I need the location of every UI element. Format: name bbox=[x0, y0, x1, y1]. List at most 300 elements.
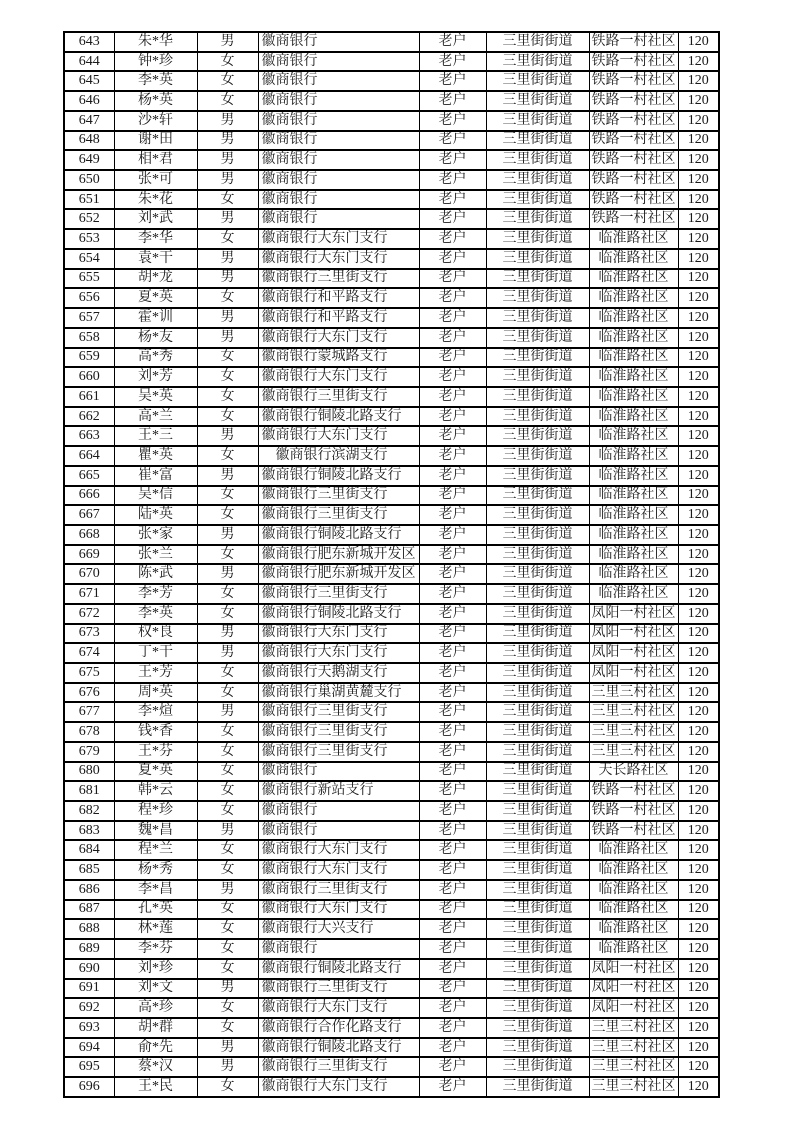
cell-amount: 120 bbox=[678, 683, 719, 703]
cell-serial-number: 674 bbox=[64, 643, 114, 663]
cell-community: 三里三村社区 bbox=[589, 1077, 678, 1097]
cell-amount: 120 bbox=[678, 131, 719, 151]
cell-gender: 女 bbox=[197, 840, 258, 860]
table-row bbox=[64, 781, 719, 801]
cell-street: 三里街街道 bbox=[486, 111, 589, 131]
table-row bbox=[64, 32, 719, 52]
cell-bank: 徽商银行三里街支行 bbox=[258, 387, 419, 407]
cell-amount: 120 bbox=[678, 505, 719, 525]
table-row bbox=[64, 170, 719, 190]
cell-bank: 徽商银行 bbox=[258, 111, 419, 131]
cell-gender: 男 bbox=[197, 131, 258, 151]
cell-household-type: 老户 bbox=[419, 269, 486, 289]
beneficiary-table bbox=[63, 31, 720, 1098]
cell-name: 周*英 bbox=[114, 683, 197, 703]
cell-serial-number: 682 bbox=[64, 801, 114, 821]
cell-street: 三里街街道 bbox=[486, 801, 589, 821]
cell-street: 三里街街道 bbox=[486, 643, 589, 663]
cell-community: 三里三村社区 bbox=[589, 683, 678, 703]
cell-bank: 徽商银行铜陵北路支行 bbox=[258, 466, 419, 486]
cell-household-type: 老户 bbox=[419, 1038, 486, 1058]
cell-gender: 男 bbox=[197, 702, 258, 722]
cell-community: 铁路一村社区 bbox=[589, 71, 678, 91]
cell-bank: 徽商银行大东门支行 bbox=[258, 229, 419, 249]
cell-amount: 120 bbox=[678, 584, 719, 604]
table-row bbox=[64, 959, 719, 979]
cell-street: 三里街街道 bbox=[486, 663, 589, 683]
table-row bbox=[64, 131, 719, 151]
table-row bbox=[64, 1057, 719, 1077]
cell-gender: 男 bbox=[197, 111, 258, 131]
cell-community: 凤阳一村社区 bbox=[589, 604, 678, 624]
cell-amount: 120 bbox=[678, 821, 719, 841]
cell-community: 三里三村社区 bbox=[589, 742, 678, 762]
cell-street: 三里街街道 bbox=[486, 742, 589, 762]
table-row bbox=[64, 1018, 719, 1038]
cell-amount: 120 bbox=[678, 249, 719, 269]
cell-household-type: 老户 bbox=[419, 860, 486, 880]
cell-serial-number: 686 bbox=[64, 880, 114, 900]
cell-gender: 女 bbox=[197, 545, 258, 565]
cell-gender: 女 bbox=[197, 860, 258, 880]
cell-street: 三里街街道 bbox=[486, 229, 589, 249]
cell-bank: 徽商银行铜陵北路支行 bbox=[258, 1038, 419, 1058]
cell-community: 铁路一村社区 bbox=[589, 111, 678, 131]
cell-name: 夏*英 bbox=[114, 288, 197, 308]
cell-name: 杨*秀 bbox=[114, 860, 197, 880]
cell-amount: 120 bbox=[678, 1038, 719, 1058]
table-row bbox=[64, 288, 719, 308]
cell-serial-number: 677 bbox=[64, 702, 114, 722]
cell-name: 王*民 bbox=[114, 1077, 197, 1097]
cell-street: 三里街街道 bbox=[486, 1077, 589, 1097]
cell-street: 三里街街道 bbox=[486, 1057, 589, 1077]
table-row bbox=[64, 505, 719, 525]
cell-community: 临淮路社区 bbox=[589, 426, 678, 446]
cell-bank: 徽商银行大东门支行 bbox=[258, 643, 419, 663]
cell-gender: 女 bbox=[197, 229, 258, 249]
cell-name: 相*君 bbox=[114, 150, 197, 170]
cell-amount: 120 bbox=[678, 702, 719, 722]
cell-street: 三里街街道 bbox=[486, 52, 589, 72]
cell-community: 临淮路社区 bbox=[589, 466, 678, 486]
cell-amount: 120 bbox=[678, 466, 719, 486]
cell-amount: 120 bbox=[678, 742, 719, 762]
table-row bbox=[64, 111, 719, 131]
cell-amount: 120 bbox=[678, 348, 719, 368]
cell-amount: 120 bbox=[678, 52, 719, 72]
cell-community: 铁路一村社区 bbox=[589, 150, 678, 170]
cell-amount: 120 bbox=[678, 840, 719, 860]
cell-household-type: 老户 bbox=[419, 840, 486, 860]
table-row bbox=[64, 190, 719, 210]
cell-gender: 女 bbox=[197, 52, 258, 72]
cell-name: 高*兰 bbox=[114, 407, 197, 427]
cell-gender: 女 bbox=[197, 939, 258, 959]
cell-name: 崔*富 bbox=[114, 466, 197, 486]
cell-household-type: 老户 bbox=[419, 959, 486, 979]
cell-amount: 120 bbox=[678, 959, 719, 979]
cell-name: 王*芬 bbox=[114, 742, 197, 762]
cell-serial-number: 661 bbox=[64, 387, 114, 407]
table-row bbox=[64, 308, 719, 328]
cell-name: 刘*芳 bbox=[114, 367, 197, 387]
cell-amount: 120 bbox=[678, 209, 719, 229]
table-row bbox=[64, 1038, 719, 1058]
cell-serial-number: 692 bbox=[64, 998, 114, 1018]
cell-serial-number: 652 bbox=[64, 209, 114, 229]
cell-name: 蔡*汉 bbox=[114, 1057, 197, 1077]
cell-community: 三里三村社区 bbox=[589, 1057, 678, 1077]
cell-community: 临淮路社区 bbox=[589, 348, 678, 368]
cell-bank: 徽商银行 bbox=[258, 91, 419, 111]
table-row bbox=[64, 624, 719, 644]
cell-bank: 徽商银行大东门支行 bbox=[258, 1077, 419, 1097]
cell-community: 临淮路社区 bbox=[589, 249, 678, 269]
cell-street: 三里街街道 bbox=[486, 919, 589, 939]
cell-community: 临淮路社区 bbox=[589, 525, 678, 545]
table-row bbox=[64, 387, 719, 407]
cell-household-type: 老户 bbox=[419, 525, 486, 545]
cell-name: 孔*英 bbox=[114, 900, 197, 920]
cell-gender: 女 bbox=[197, 919, 258, 939]
cell-street: 三里街街道 bbox=[486, 348, 589, 368]
cell-community: 凤阳一村社区 bbox=[589, 998, 678, 1018]
cell-household-type: 老户 bbox=[419, 111, 486, 131]
cell-name: 袁*干 bbox=[114, 249, 197, 269]
cell-community: 临淮路社区 bbox=[589, 229, 678, 249]
cell-name: 李*煊 bbox=[114, 702, 197, 722]
cell-bank: 徽商银行 bbox=[258, 71, 419, 91]
cell-household-type: 老户 bbox=[419, 683, 486, 703]
cell-serial-number: 683 bbox=[64, 821, 114, 841]
cell-street: 三里街街道 bbox=[486, 288, 589, 308]
table-row bbox=[64, 150, 719, 170]
cell-bank: 徽商银行大东门支行 bbox=[258, 624, 419, 644]
cell-name: 夏*英 bbox=[114, 762, 197, 782]
cell-gender: 女 bbox=[197, 486, 258, 506]
cell-amount: 120 bbox=[678, 919, 719, 939]
cell-bank: 徽商银行肥东新城开发区 bbox=[258, 564, 419, 584]
cell-gender: 男 bbox=[197, 624, 258, 644]
cell-serial-number: 696 bbox=[64, 1077, 114, 1097]
cell-serial-number: 671 bbox=[64, 584, 114, 604]
cell-street: 三里街街道 bbox=[486, 71, 589, 91]
cell-street: 三里街街道 bbox=[486, 722, 589, 742]
cell-community: 临淮路社区 bbox=[589, 919, 678, 939]
cell-serial-number: 691 bbox=[64, 979, 114, 999]
cell-name: 张*可 bbox=[114, 170, 197, 190]
cell-community: 临淮路社区 bbox=[589, 584, 678, 604]
table-row bbox=[64, 229, 719, 249]
table-row bbox=[64, 525, 719, 545]
table-row bbox=[64, 564, 719, 584]
cell-community: 铁路一村社区 bbox=[589, 32, 678, 52]
cell-street: 三里街街道 bbox=[486, 880, 589, 900]
table-row bbox=[64, 939, 719, 959]
cell-amount: 120 bbox=[678, 1077, 719, 1097]
cell-serial-number: 663 bbox=[64, 426, 114, 446]
cell-street: 三里街街道 bbox=[486, 959, 589, 979]
cell-street: 三里街街道 bbox=[486, 545, 589, 565]
cell-household-type: 老户 bbox=[419, 1018, 486, 1038]
cell-street: 三里街街道 bbox=[486, 407, 589, 427]
cell-household-type: 老户 bbox=[419, 131, 486, 151]
cell-household-type: 老户 bbox=[419, 564, 486, 584]
cell-bank: 徽商银行大东门支行 bbox=[258, 840, 419, 860]
cell-name: 朱*华 bbox=[114, 32, 197, 52]
table-row bbox=[64, 683, 719, 703]
cell-street: 三里街街道 bbox=[486, 387, 589, 407]
cell-serial-number: 660 bbox=[64, 367, 114, 387]
cell-serial-number: 662 bbox=[64, 407, 114, 427]
cell-amount: 120 bbox=[678, 900, 719, 920]
cell-street: 三里街街道 bbox=[486, 762, 589, 782]
cell-gender: 女 bbox=[197, 387, 258, 407]
cell-community: 临淮路社区 bbox=[589, 939, 678, 959]
cell-bank: 徽商银行三里街支行 bbox=[258, 1057, 419, 1077]
table-row bbox=[64, 840, 719, 860]
cell-serial-number: 656 bbox=[64, 288, 114, 308]
cell-household-type: 老户 bbox=[419, 742, 486, 762]
cell-bank: 徽商银行 bbox=[258, 801, 419, 821]
cell-gender: 女 bbox=[197, 762, 258, 782]
cell-household-type: 老户 bbox=[419, 624, 486, 644]
cell-street: 三里街街道 bbox=[486, 367, 589, 387]
cell-serial-number: 654 bbox=[64, 249, 114, 269]
table-row bbox=[64, 269, 719, 289]
cell-serial-number: 685 bbox=[64, 860, 114, 880]
cell-gender: 男 bbox=[197, 249, 258, 269]
cell-household-type: 老户 bbox=[419, 979, 486, 999]
cell-serial-number: 690 bbox=[64, 959, 114, 979]
cell-bank: 徽商银行 bbox=[258, 32, 419, 52]
cell-community: 铁路一村社区 bbox=[589, 52, 678, 72]
cell-bank: 徽商银行 bbox=[258, 150, 419, 170]
cell-serial-number: 659 bbox=[64, 348, 114, 368]
cell-bank: 徽商银行铜陵北路支行 bbox=[258, 604, 419, 624]
cell-amount: 120 bbox=[678, 1018, 719, 1038]
cell-serial-number: 679 bbox=[64, 742, 114, 762]
table-row bbox=[64, 742, 719, 762]
cell-household-type: 老户 bbox=[419, 722, 486, 742]
table-row bbox=[64, 604, 719, 624]
cell-community: 铁路一村社区 bbox=[589, 801, 678, 821]
cell-name: 高*珍 bbox=[114, 998, 197, 1018]
cell-street: 三里街街道 bbox=[486, 269, 589, 289]
cell-amount: 120 bbox=[678, 564, 719, 584]
cell-household-type: 老户 bbox=[419, 52, 486, 72]
cell-household-type: 老户 bbox=[419, 407, 486, 427]
cell-household-type: 老户 bbox=[419, 328, 486, 348]
cell-amount: 120 bbox=[678, 998, 719, 1018]
cell-household-type: 老户 bbox=[419, 486, 486, 506]
cell-amount: 120 bbox=[678, 979, 719, 999]
table-row bbox=[64, 702, 719, 722]
cell-household-type: 老户 bbox=[419, 32, 486, 52]
cell-community: 临淮路社区 bbox=[589, 308, 678, 328]
cell-amount: 120 bbox=[678, 308, 719, 328]
table-row bbox=[64, 643, 719, 663]
cell-community: 铁路一村社区 bbox=[589, 190, 678, 210]
cell-household-type: 老户 bbox=[419, 426, 486, 446]
cell-gender: 女 bbox=[197, 781, 258, 801]
cell-gender: 女 bbox=[197, 288, 258, 308]
cell-household-type: 老户 bbox=[419, 308, 486, 328]
table-row bbox=[64, 71, 719, 91]
cell-household-type: 老户 bbox=[419, 663, 486, 683]
cell-name: 刘*珍 bbox=[114, 959, 197, 979]
cell-name: 俞*先 bbox=[114, 1038, 197, 1058]
table-row bbox=[64, 486, 719, 506]
cell-community: 临淮路社区 bbox=[589, 269, 678, 289]
cell-street: 三里街街道 bbox=[486, 466, 589, 486]
cell-name: 王*三 bbox=[114, 426, 197, 446]
table-row bbox=[64, 998, 719, 1018]
cell-name: 魏*昌 bbox=[114, 821, 197, 841]
cell-serial-number: 669 bbox=[64, 545, 114, 565]
cell-street: 三里街街道 bbox=[486, 1038, 589, 1058]
cell-street: 三里街街道 bbox=[486, 821, 589, 841]
cell-serial-number: 678 bbox=[64, 722, 114, 742]
cell-amount: 120 bbox=[678, 801, 719, 821]
cell-household-type: 老户 bbox=[419, 900, 486, 920]
cell-gender: 女 bbox=[197, 584, 258, 604]
cell-household-type: 老户 bbox=[419, 604, 486, 624]
table-row bbox=[64, 407, 719, 427]
cell-gender: 女 bbox=[197, 604, 258, 624]
cell-serial-number: 676 bbox=[64, 683, 114, 703]
cell-bank: 徽商银行三里街支行 bbox=[258, 880, 419, 900]
cell-community: 天长路社区 bbox=[589, 762, 678, 782]
cell-household-type: 老户 bbox=[419, 1057, 486, 1077]
cell-amount: 120 bbox=[678, 722, 719, 742]
cell-amount: 120 bbox=[678, 190, 719, 210]
table-row bbox=[64, 52, 719, 72]
cell-amount: 120 bbox=[678, 880, 719, 900]
cell-household-type: 老户 bbox=[419, 387, 486, 407]
cell-community: 临淮路社区 bbox=[589, 545, 678, 565]
cell-community: 三里三村社区 bbox=[589, 702, 678, 722]
cell-gender: 女 bbox=[197, 683, 258, 703]
cell-name: 林*莲 bbox=[114, 919, 197, 939]
cell-community: 临淮路社区 bbox=[589, 387, 678, 407]
cell-name: 韩*云 bbox=[114, 781, 197, 801]
cell-bank: 徽商银行铜陵北路支行 bbox=[258, 407, 419, 427]
cell-street: 三里街街道 bbox=[486, 564, 589, 584]
cell-household-type: 老户 bbox=[419, 880, 486, 900]
cell-name: 瞿*英 bbox=[114, 446, 197, 466]
cell-gender: 男 bbox=[197, 979, 258, 999]
cell-amount: 120 bbox=[678, 486, 719, 506]
cell-name: 程*珍 bbox=[114, 801, 197, 821]
cell-gender: 女 bbox=[197, 71, 258, 91]
cell-household-type: 老户 bbox=[419, 150, 486, 170]
cell-household-type: 老户 bbox=[419, 762, 486, 782]
cell-serial-number: 672 bbox=[64, 604, 114, 624]
cell-serial-number: 680 bbox=[64, 762, 114, 782]
cell-street: 三里街街道 bbox=[486, 32, 589, 52]
cell-name: 沙*轩 bbox=[114, 111, 197, 131]
cell-name: 钱*香 bbox=[114, 722, 197, 742]
cell-gender: 女 bbox=[197, 1018, 258, 1038]
cell-serial-number: 648 bbox=[64, 131, 114, 151]
cell-bank: 徽商银行三里街支行 bbox=[258, 505, 419, 525]
cell-bank: 徽商银行大东门支行 bbox=[258, 367, 419, 387]
cell-household-type: 老户 bbox=[419, 1077, 486, 1097]
cell-amount: 120 bbox=[678, 624, 719, 644]
cell-serial-number: 658 bbox=[64, 328, 114, 348]
cell-street: 三里街街道 bbox=[486, 1018, 589, 1038]
cell-street: 三里街街道 bbox=[486, 131, 589, 151]
cell-serial-number: 666 bbox=[64, 486, 114, 506]
cell-serial-number: 670 bbox=[64, 564, 114, 584]
cell-amount: 120 bbox=[678, 91, 719, 111]
cell-serial-number: 650 bbox=[64, 170, 114, 190]
cell-street: 三里街街道 bbox=[486, 998, 589, 1018]
cell-community: 铁路一村社区 bbox=[589, 821, 678, 841]
cell-community: 临淮路社区 bbox=[589, 840, 678, 860]
cell-bank: 徽商银行 bbox=[258, 170, 419, 190]
cell-household-type: 老户 bbox=[419, 446, 486, 466]
table-row bbox=[64, 91, 719, 111]
cell-household-type: 老户 bbox=[419, 584, 486, 604]
cell-household-type: 老户 bbox=[419, 288, 486, 308]
cell-gender: 男 bbox=[197, 328, 258, 348]
cell-amount: 120 bbox=[678, 426, 719, 446]
cell-gender: 男 bbox=[197, 150, 258, 170]
cell-name: 钟*珍 bbox=[114, 52, 197, 72]
cell-amount: 120 bbox=[678, 170, 719, 190]
table-row bbox=[64, 545, 719, 565]
cell-gender: 男 bbox=[197, 170, 258, 190]
cell-serial-number: 681 bbox=[64, 781, 114, 801]
cell-household-type: 老户 bbox=[419, 505, 486, 525]
table-row bbox=[64, 367, 719, 387]
cell-name: 吴*信 bbox=[114, 486, 197, 506]
table-row bbox=[64, 328, 719, 348]
cell-name: 李*昌 bbox=[114, 880, 197, 900]
cell-name: 霍*训 bbox=[114, 308, 197, 328]
cell-name: 陈*武 bbox=[114, 564, 197, 584]
cell-gender: 女 bbox=[197, 407, 258, 427]
cell-household-type: 老户 bbox=[419, 190, 486, 210]
cell-name: 杨*友 bbox=[114, 328, 197, 348]
cell-serial-number: 655 bbox=[64, 269, 114, 289]
cell-community: 铁路一村社区 bbox=[589, 170, 678, 190]
cell-street: 三里街街道 bbox=[486, 781, 589, 801]
cell-gender: 女 bbox=[197, 505, 258, 525]
cell-name: 朱*花 bbox=[114, 190, 197, 210]
cell-street: 三里街街道 bbox=[486, 979, 589, 999]
table-row bbox=[64, 821, 719, 841]
cell-name: 李*芳 bbox=[114, 584, 197, 604]
cell-household-type: 老户 bbox=[419, 71, 486, 91]
cell-household-type: 老户 bbox=[419, 939, 486, 959]
cell-name: 胡*群 bbox=[114, 1018, 197, 1038]
cell-street: 三里街街道 bbox=[486, 505, 589, 525]
cell-bank: 徽商银行肥东新城开发区 bbox=[258, 545, 419, 565]
cell-serial-number: 668 bbox=[64, 525, 114, 545]
cell-serial-number: 693 bbox=[64, 1018, 114, 1038]
cell-community: 三里三村社区 bbox=[589, 722, 678, 742]
cell-community: 凤阳一村社区 bbox=[589, 663, 678, 683]
cell-community: 凤阳一村社区 bbox=[589, 643, 678, 663]
cell-bank: 徽商银行三里街支行 bbox=[258, 702, 419, 722]
cell-gender: 男 bbox=[197, 1057, 258, 1077]
table-row bbox=[64, 209, 719, 229]
table-row bbox=[64, 860, 719, 880]
